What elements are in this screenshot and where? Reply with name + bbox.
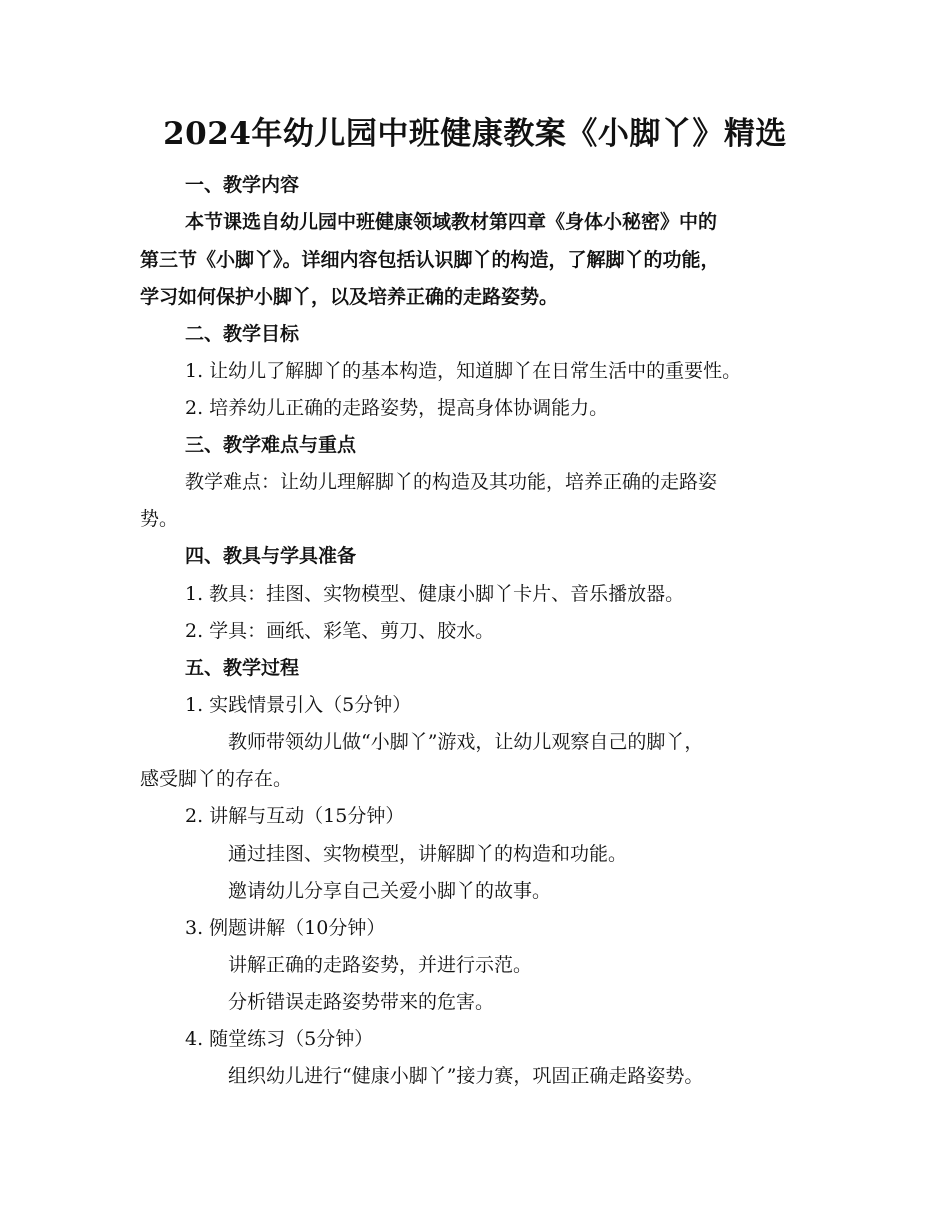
list-item: 2. 讲解与互动（15分钟） — [185, 805, 405, 827]
section-heading-process: 五、教学过程 — [185, 657, 300, 679]
paragraph-line: 本节课选自幼儿园中班健康领域教材第四章《身体小秘密》中的 — [185, 211, 718, 233]
page-title: 2024年幼儿园中班健康教案《小脚丫》精选 — [163, 116, 787, 152]
list-item: 1. 教具：挂图、实物模型、健康小脚丫卡片、音乐播放器。 — [185, 583, 685, 605]
paragraph-line: 第三节《小脚丫》。详细内容包括认识脚丫的构造，了解脚丫的功能， — [140, 249, 720, 271]
paragraph-line: 讲解正确的走路姿势，并进行示范。 — [228, 954, 533, 976]
list-item: 2. 培养幼儿正确的走路姿势，提高身体协调能力。 — [185, 397, 609, 419]
paragraph-line: 分析错误走路姿势带来的危害。 — [228, 991, 495, 1013]
paragraph-line: 邀请幼儿分享自己关爱小脚丫的故事。 — [228, 880, 552, 902]
section-heading-content: 一、教学内容 — [185, 174, 300, 196]
paragraph-line: 感受脚丫的存在。 — [140, 768, 293, 790]
paragraph-line: 教学难点：让幼儿理解脚丫的构造及其功能，培养正确的走路姿 — [185, 471, 718, 493]
list-item: 2. 学具：画纸、彩笔、剪刀、胶水。 — [185, 620, 495, 642]
list-item: 4. 随堂练习（5分钟） — [185, 1028, 374, 1050]
section-heading-key-points: 三、教学难点与重点 — [185, 434, 357, 456]
paragraph-line: 组织幼儿进行“健康小脚丫”接力赛，巩固正确走路姿势。 — [228, 1065, 704, 1087]
list-item: 3. 例题讲解（10分钟） — [185, 917, 386, 939]
paragraph-line: 教师带领幼儿做“小脚丫”游戏，让幼儿观察自己的脚丫， — [228, 731, 704, 753]
section-heading-materials: 四、教具与学具准备 — [185, 545, 357, 567]
list-item: 1. 让幼儿了解脚丫的基本构造，知道脚丫在日常生活中的重要性。 — [185, 360, 742, 382]
paragraph-line: 势。 — [140, 508, 179, 530]
list-item: 1. 实践情景引入（5分钟） — [185, 694, 412, 716]
paragraph-line: 学习如何保护小脚丫，以及培养正确的走路姿势。 — [140, 286, 559, 308]
paragraph-line: 通过挂图、实物模型，讲解脚丫的构造和功能。 — [228, 843, 628, 865]
section-heading-goals: 二、教学目标 — [185, 323, 300, 345]
